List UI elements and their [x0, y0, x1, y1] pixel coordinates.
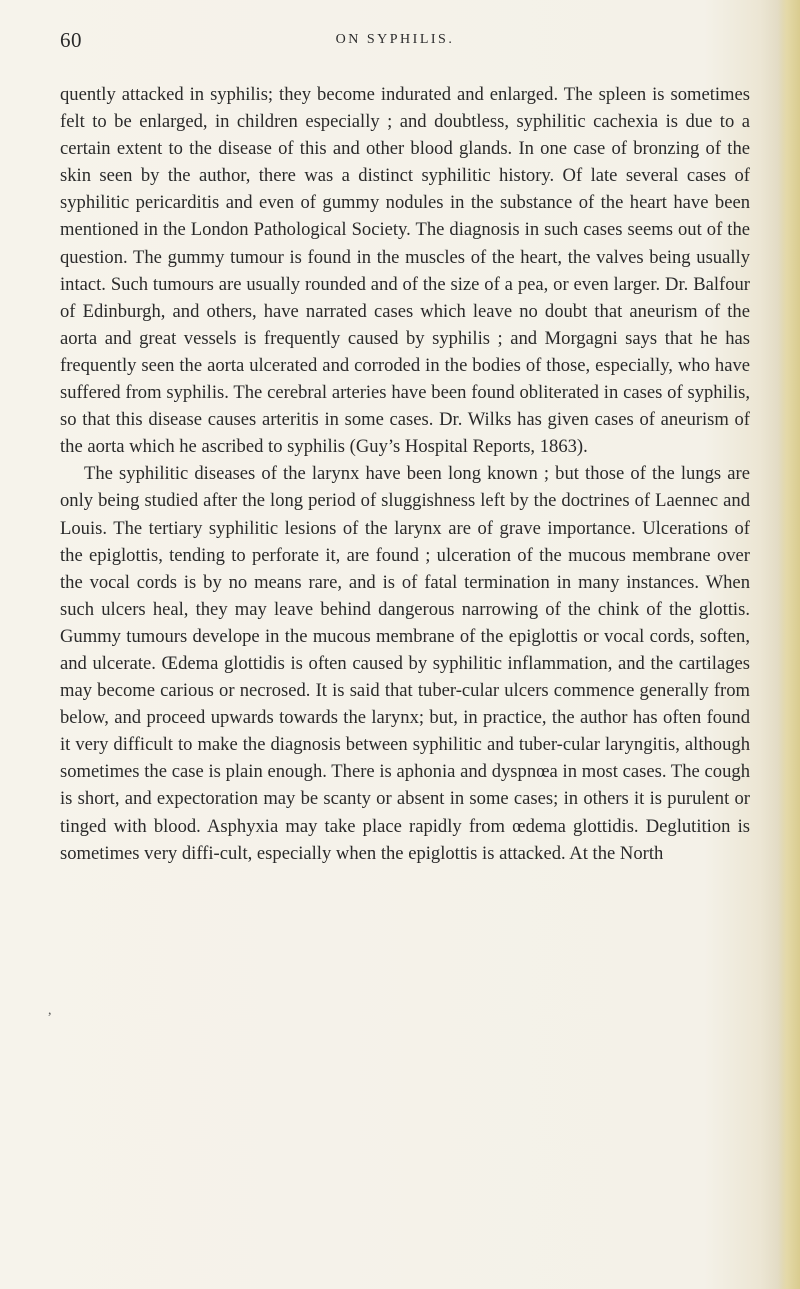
running-title: ON SYPHILIS. — [335, 32, 455, 47]
paragraph: The syphilitic diseases of the larynx have been long known ; but those of the lungs are only being studied after the long period of sluggishness left by the doctrines of Laennec and Louis. The tertiary syphilitic lesions of the larynx are of grave importance. Ulcerations of the epiglottis, tending to perforate it, are found ; ulceration of the mucous membrane over the vocal cords is by no means rare, and is of fatal termination in many instances. When such ulcers heal, they may leave behind dangerous narrowing of the chink of the glottis. Gummy tumours develope in the mucous membrane of the epiglottis or vocal cords, soften, and ulcerate. Œdema glottidis is often caused by syphilitic inflammation, and the cartilages may become carious or necrosed. It is said that tuber-cular ulcers commence generally from below, and proceed upwards towards the larynx; but, in practice, the author has often found it very difficult to make the diagnosis between syphilitic and tuber-cular laryngitis, although sometimes the case is plain enough. There is aphonia and dyspnœa in most cases. The cough is short, and expectoration may be scanty or absent in some cases; in others it is purulent or tinged with blood. Asphyxia may take place rapidly from œdema glottidis. Deglutition is sometimes very diffi-cult, especially when the epiglottis is attacked. At the North — [60, 463, 750, 864]
body-text — [60, 81, 750, 867]
page-edge — [778, 0, 800, 1289]
margin-mark: , — [48, 1003, 52, 1018]
page-number: 60 — [60, 28, 82, 52]
running-head — [60, 28, 740, 58]
paragraph: quently attacked in syphilis; they become indurated and enlarged. The spleen is sometimes felt to be enlarged, in children especially ; and doubtless, syphilitic cachexia is due to a certain extent to the disease of this and other blood glands. In one case of bronzing of the skin seen by the author, there was a distinct syphilitic history. Of late several cases of syphilitic pericarditis and even of gummy nodules in the substance of the heart have been mentioned in the London Pathological Society. The diagnosis in such cases seems out of the question. The gummy tumour is found in the muscles of the heart, the valves being usually intact. Such tumours are usually rounded and of the size of a pea, or even larger. Dr. Balfour of Edinburgh, and others, have narrated cases which leave no doubt that aneurism of the aorta and great vessels is frequently caused by syphilis ; and Morgagni says that he has frequently seen the aorta ulcerated and corroded in the bodies of those, especially, who have suffered from syphilis. The cerebral arteries have been found obliterated in cases of syphilis, so that this disease causes arteritis in some cases. Dr. Wilks has given cases of aneurism of the aorta which he ascribed to syphilis (Guy’s Hospital Reports, 1863). — [60, 84, 750, 458]
